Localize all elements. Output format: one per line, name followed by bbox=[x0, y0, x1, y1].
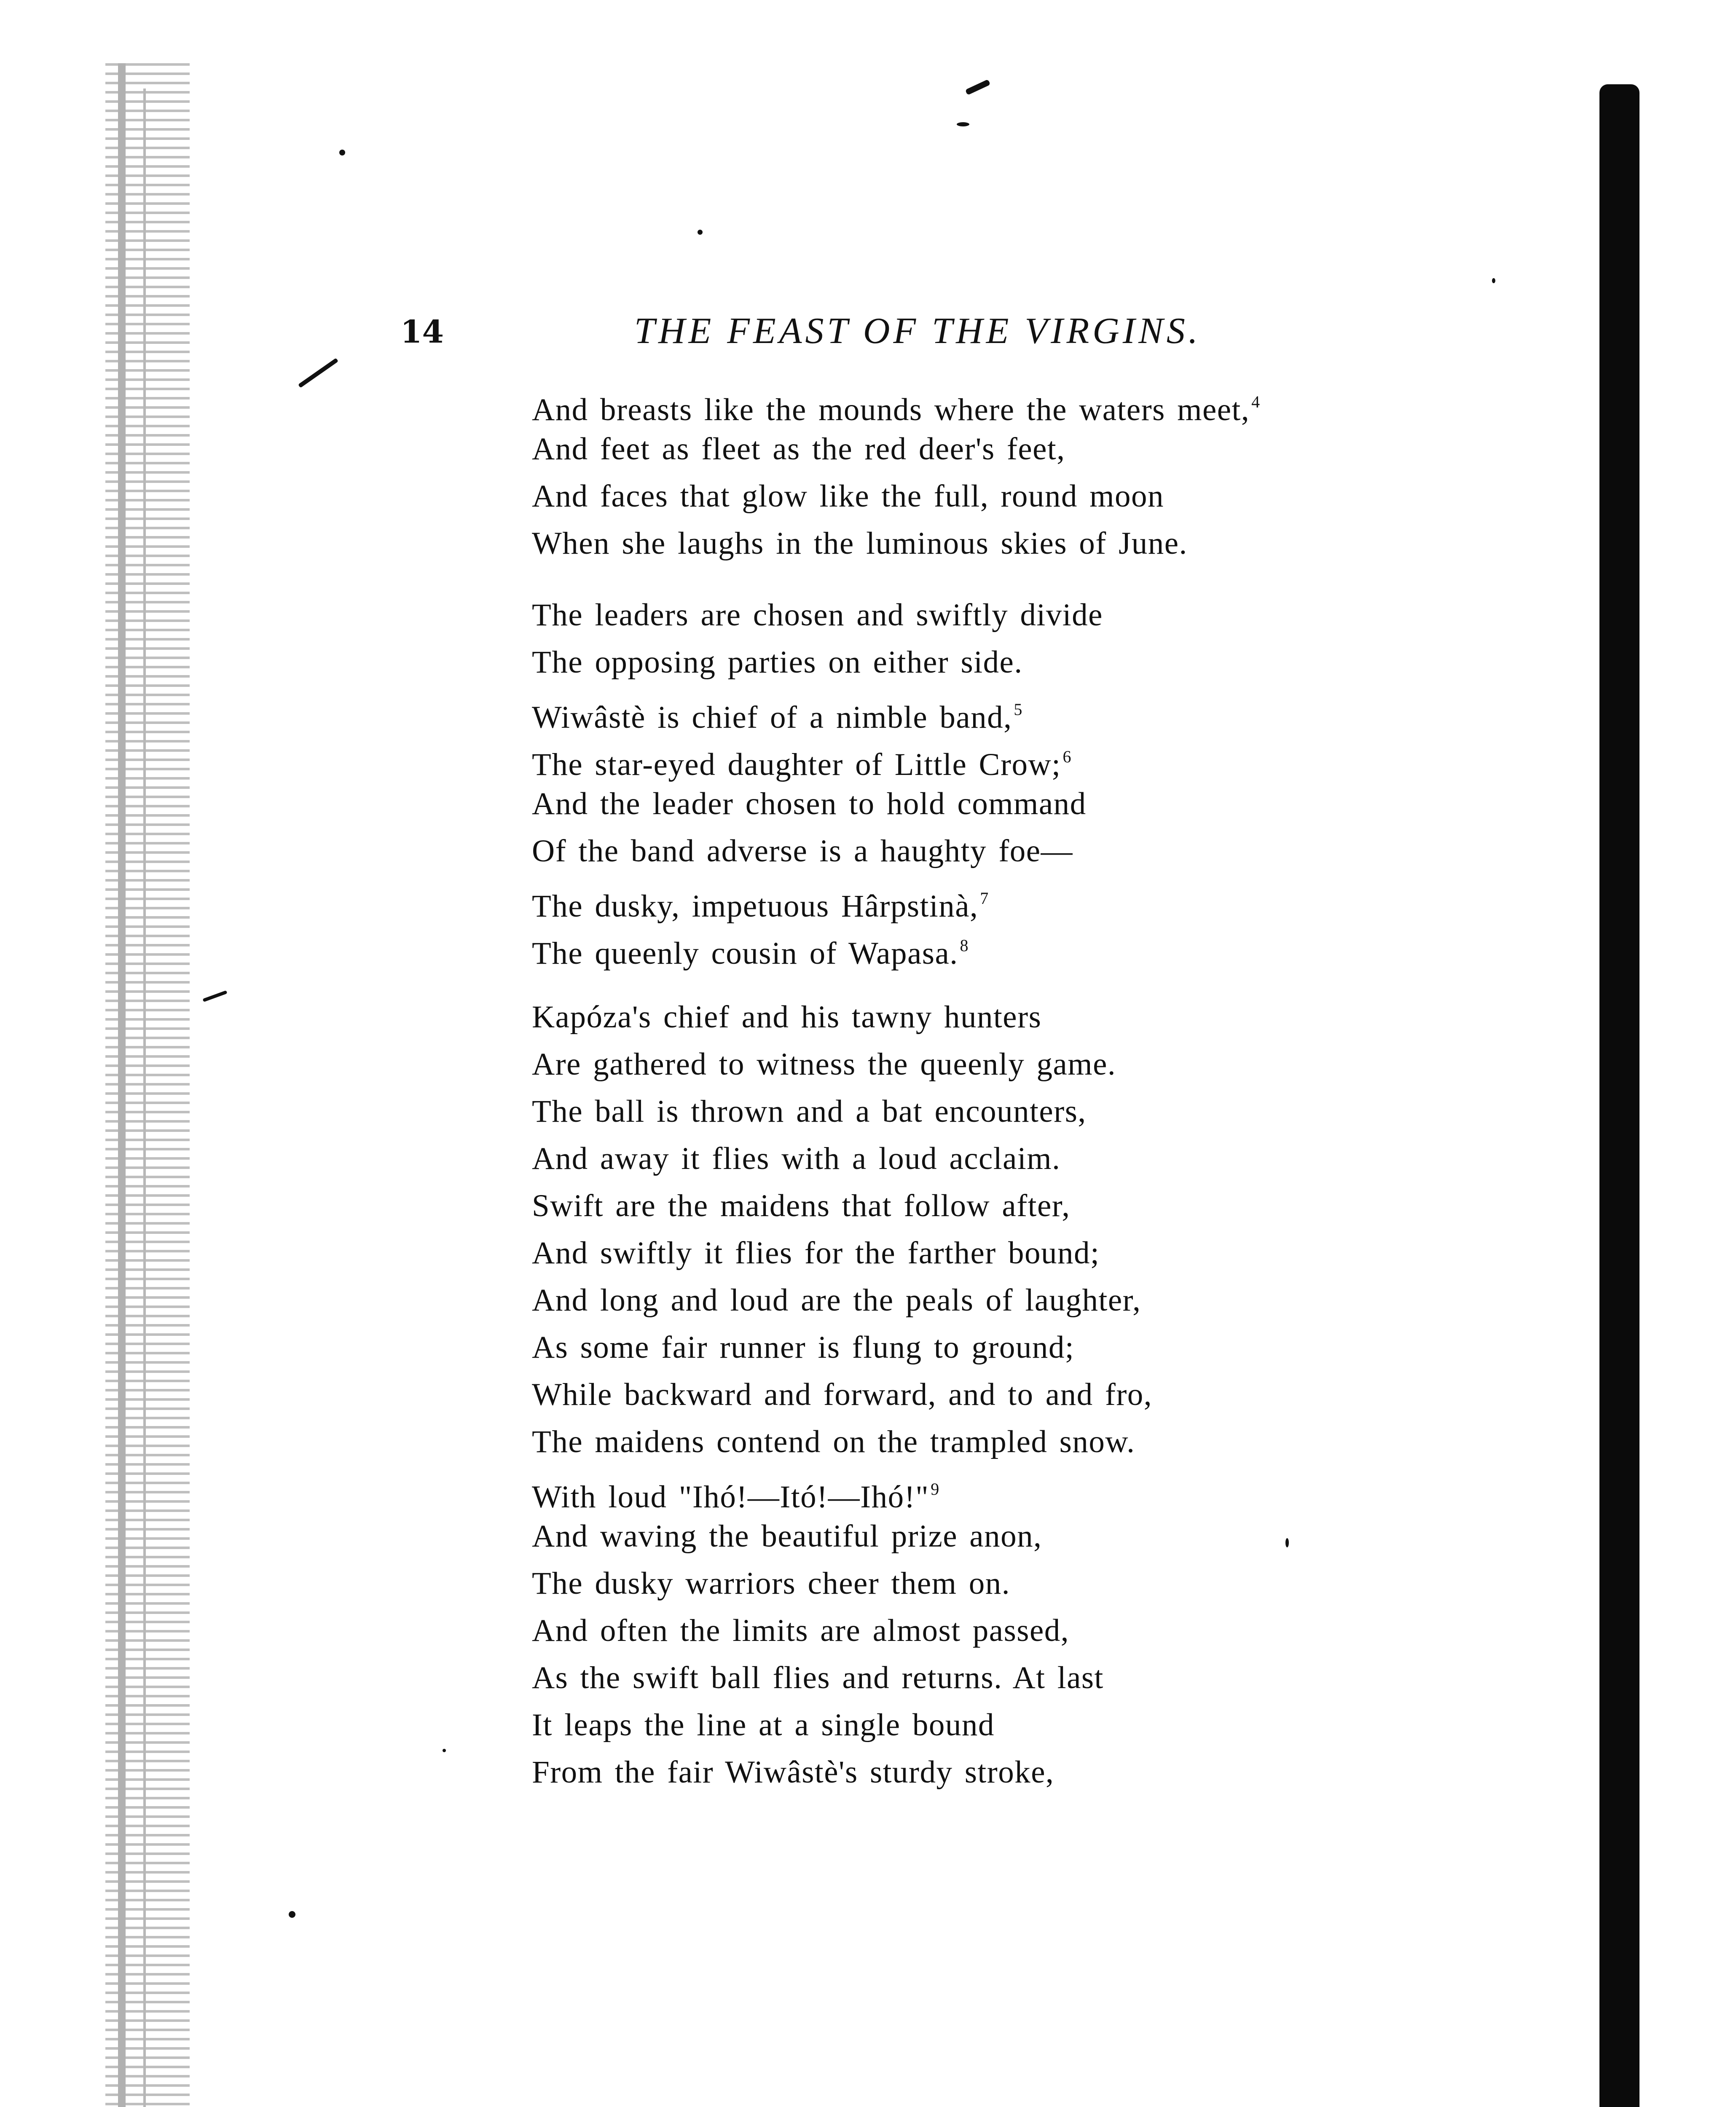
poem-line bbox=[532, 1418, 1586, 1466]
poem-line bbox=[532, 828, 1586, 875]
footnote-marker: 4 bbox=[1251, 392, 1261, 411]
poem-line bbox=[532, 733, 1586, 780]
poem-line bbox=[532, 473, 1586, 520]
poem-line bbox=[532, 592, 1586, 639]
line-text: And swiftly it flies for the farther bound; bbox=[532, 1236, 1100, 1271]
line-text: The leaders are chosen and swiftly divide bbox=[532, 598, 1103, 633]
line-text: The dusky warriors cheer them on. bbox=[532, 1566, 1010, 1601]
poem-line bbox=[532, 520, 1586, 567]
poem-line bbox=[532, 1182, 1586, 1230]
poem-line bbox=[532, 426, 1586, 473]
poem-line bbox=[532, 1560, 1586, 1607]
line-text: When she laughs in the luminous skies of June. bbox=[532, 526, 1188, 561]
line-text: And breasts like the mounds where the waters meet, bbox=[532, 392, 1250, 427]
running-title: THE FEAST OF THE VIRGINS. bbox=[634, 311, 1201, 351]
poem-line bbox=[532, 1230, 1586, 1277]
stanza-1 bbox=[532, 378, 1586, 567]
poem-line bbox=[532, 1654, 1586, 1702]
binding-shadow-thin bbox=[143, 88, 146, 2107]
poem-line bbox=[532, 1607, 1586, 1654]
line-text: As the swift ball flies and returns. At last bbox=[532, 1660, 1104, 1695]
poem-body bbox=[532, 378, 1586, 1796]
line-text: The queenly cousin of Wapasa. bbox=[532, 936, 958, 971]
binding-shadow-thick bbox=[118, 63, 126, 2107]
poem-line bbox=[532, 780, 1586, 828]
line-text: The opposing parties on either side. bbox=[532, 645, 1023, 680]
footnote-marker: 7 bbox=[980, 889, 989, 908]
line-text: Swift are the maidens that follow after, bbox=[532, 1188, 1071, 1223]
scan-speck bbox=[339, 150, 345, 155]
line-text: The ball is thrown and a bat encounters, bbox=[532, 1094, 1087, 1129]
page-number: 14 bbox=[400, 314, 444, 350]
page-right-edge-shadow bbox=[1599, 84, 1639, 2107]
poem-line bbox=[532, 1135, 1586, 1182]
stanza-3 bbox=[532, 994, 1586, 1796]
scan-speck bbox=[202, 990, 227, 1002]
line-text: The star-eyed daughter of Little Crow; bbox=[532, 747, 1061, 782]
poem-line bbox=[532, 378, 1586, 426]
line-text: And often the limits are almost passed, bbox=[532, 1613, 1070, 1648]
line-text: And long and loud are the peals of laughter, bbox=[532, 1283, 1141, 1318]
poem-line bbox=[532, 1513, 1586, 1560]
scan-speck bbox=[289, 1911, 295, 1918]
line-text: Are gathered to witness the queenly game. bbox=[532, 1047, 1116, 1082]
line-text: And feet as fleet as the red deer's feet, bbox=[532, 432, 1065, 466]
line-text: It leaps the line at a single bound bbox=[532, 1708, 995, 1742]
poem-line bbox=[532, 639, 1586, 686]
footnote-marker: 5 bbox=[1014, 700, 1023, 719]
poem-line bbox=[532, 1041, 1586, 1088]
poem-line bbox=[532, 686, 1586, 733]
poem-line bbox=[532, 1466, 1586, 1513]
line-text: And waving the beautiful prize anon, bbox=[532, 1519, 1042, 1554]
page-header bbox=[400, 310, 1264, 360]
poem-line bbox=[532, 1749, 1586, 1796]
poem-line bbox=[532, 1371, 1586, 1418]
line-text: With loud "Ihó!—Itó!—Ihó!" bbox=[532, 1480, 929, 1515]
scan-speck bbox=[1492, 278, 1495, 283]
poem-line bbox=[532, 875, 1586, 922]
footnote-marker: 8 bbox=[960, 936, 969, 955]
line-text: While backward and forward, and to and fro, bbox=[532, 1377, 1153, 1412]
line-text: And away it flies with a loud acclaim. bbox=[532, 1141, 1061, 1176]
poem-line bbox=[532, 994, 1586, 1041]
line-text: And the leader chosen to hold command bbox=[532, 786, 1087, 821]
line-text: As some fair runner is flung to ground; bbox=[532, 1330, 1075, 1365]
line-text: Wiwâstè is chief of a nimble band, bbox=[532, 700, 1012, 735]
scan-speck bbox=[698, 230, 703, 235]
line-text: Of the band adverse is a haughty foe— bbox=[532, 834, 1073, 869]
scan-speck bbox=[965, 79, 990, 95]
line-text: And faces that glow like the full, round moon bbox=[532, 479, 1164, 514]
footnote-marker: 6 bbox=[1063, 747, 1072, 766]
poem-line bbox=[532, 922, 1586, 969]
poem-line bbox=[532, 1277, 1586, 1324]
poem-line bbox=[532, 1088, 1586, 1135]
line-text: The dusky, impetuous Hârpstinà, bbox=[532, 889, 979, 924]
scan-speck bbox=[298, 358, 338, 388]
footnote-marker: 9 bbox=[931, 1480, 940, 1498]
poem-line bbox=[532, 1702, 1586, 1749]
line-text: Kapóza's chief and his tawny hunters bbox=[532, 1000, 1042, 1035]
scan-speck bbox=[443, 1749, 446, 1752]
scan-speck bbox=[957, 122, 969, 126]
poem-line bbox=[532, 1324, 1586, 1371]
line-text: The maidens contend on the trampled snow. bbox=[532, 1424, 1135, 1459]
stanza-2 bbox=[532, 592, 1586, 969]
page-binding-edge bbox=[105, 63, 190, 2107]
line-text: From the fair Wiwâstè's sturdy stroke, bbox=[532, 1755, 1054, 1790]
